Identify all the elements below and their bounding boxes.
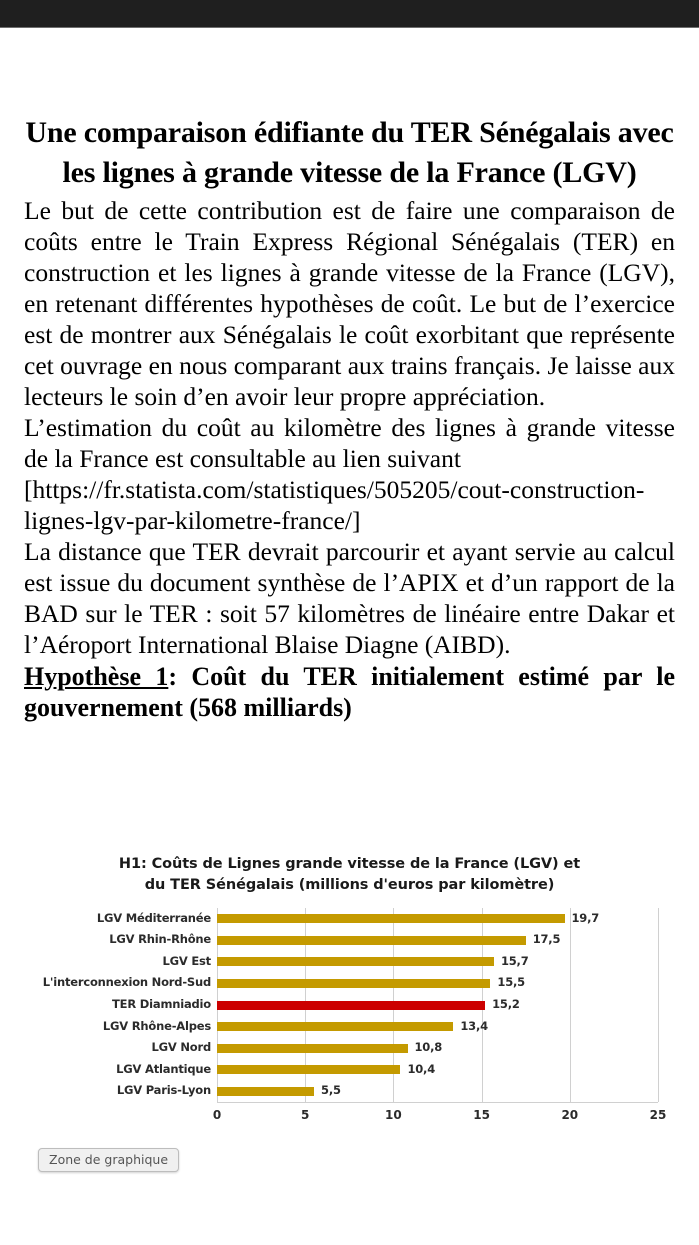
paragraph-distance: La distance que TER devrait parcourir et ayant servie au calcul est issue du document synthèse de l’APIX et d’un rapport de la BAD sur le TER : soit 57 kilomètres de linéaire entre Dakar et l’Aéroport International Blaise Diagne (AIBD). xyxy=(24,536,675,659)
chart-area-tooltip: Zone de graphique xyxy=(38,1148,179,1172)
bar[interactable] xyxy=(217,979,490,988)
chart-title-line-1: H1: Coûts de Lignes grande vitesse de la France (LGV) et xyxy=(118,856,581,872)
category-label: L'interconnexion Nord-Sud xyxy=(42,975,211,990)
bar-value-label: 15,7 xyxy=(500,953,529,968)
bar[interactable] xyxy=(217,957,494,966)
x-tick-label: 20 xyxy=(561,1108,579,1123)
bar[interactable] xyxy=(217,914,565,923)
category-label: TER Diamniadio xyxy=(112,997,211,1012)
bar-value-label: 5,5 xyxy=(321,1083,341,1098)
x-tick-label: 0 xyxy=(212,1108,222,1123)
bar-value-label: 10,4 xyxy=(407,1061,436,1076)
x-tick-label: 5 xyxy=(301,1108,310,1123)
page-title: Une comparaison édifiante du TER Sénégalais avec les lignes à grande vitesse de la France (LGV) xyxy=(25,116,674,189)
bar-value-label: 13,4 xyxy=(460,1018,488,1033)
bar-value-label: 17,5 xyxy=(532,932,561,947)
plot-wrapper xyxy=(24,908,675,1140)
source-url[interactable]: [https://fr.statista.com/statistiques/505205/cout-construction-lignes-lgv-par-kilometre-france/] xyxy=(24,474,645,535)
bar-highlight[interactable] xyxy=(217,1001,485,1010)
category-axis xyxy=(24,908,217,1102)
x-axis-line xyxy=(217,1102,658,1103)
paragraph-intro: Le but de cette contribution est de faire une comparaison de coûts entre le Train Express Régional Sénégalais (TER) en construction et les lignes à grande vitesse de la France (LGV), en retenant différentes hypothèses de coût. Le but de l’exercice est de montrer aux Sénégalais le coût exorbitant que représente cet ouvrage en nous comparant aux trains français. Je laisse aux lecteurs le soin d’en avoir leur propre appréciation. xyxy=(24,196,675,411)
x-tick-label: 10 xyxy=(385,1108,402,1123)
bar[interactable] xyxy=(217,936,526,945)
bar-value-label: 15,2 xyxy=(492,997,520,1012)
bar[interactable] xyxy=(217,1087,314,1096)
category-label: LGV Rhin-Rhône xyxy=(109,932,211,947)
gridline xyxy=(570,908,571,1102)
bar[interactable] xyxy=(217,1022,453,1031)
gridline xyxy=(658,908,659,1102)
chart-container[interactable] xyxy=(24,826,675,1186)
x-axis-ticks xyxy=(212,1108,667,1130)
x-tick-label: 25 xyxy=(649,1108,667,1123)
plot-area[interactable] xyxy=(217,908,658,1102)
category-label: LGV Nord xyxy=(151,1040,211,1055)
category-label: LGV Paris-Lyon xyxy=(116,1083,211,1098)
hypothesis-heading-rest: : Coût du TER initialement estimé par le gouvernement (568 milliards) xyxy=(24,661,675,723)
status-bar xyxy=(0,0,699,28)
bar[interactable] xyxy=(217,1044,408,1053)
bar-value-label: 15,5 xyxy=(497,975,525,990)
category-label: LGV Rhône-Alpes xyxy=(102,1018,211,1033)
category-label: LGV Est xyxy=(162,953,211,968)
x-tick-label: 15 xyxy=(473,1108,490,1123)
bar[interactable] xyxy=(217,1065,400,1074)
chart-title xyxy=(24,826,675,896)
bar-value-label: 19,7 xyxy=(571,910,600,925)
chart-title-line-2: du TER Sénégalais (millions d'euros par kilomètre) xyxy=(144,877,555,894)
bar-value-label: 10,8 xyxy=(414,1040,443,1055)
category-label: LGV Atlantique xyxy=(116,1061,211,1076)
hypothesis-heading-underlined: Hypothèse 1 xyxy=(24,661,169,691)
hypothesis-heading xyxy=(24,661,675,724)
category-label: LGV Méditerranée xyxy=(96,910,211,925)
paragraph-source: L’estimation du coût au kilomètre des lignes à grande vitesse de la France est consultable au lien suivant xyxy=(24,412,675,473)
